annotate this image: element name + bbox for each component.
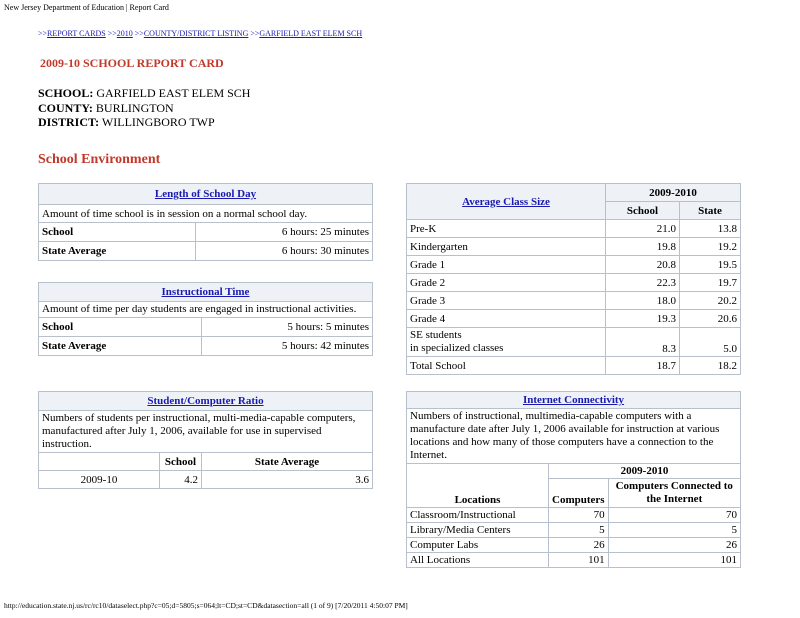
student-computer-ratio-table	[38, 391, 373, 489]
length-of-day-link[interactable]: Length of School Day	[154, 188, 257, 200]
table-row: Classroom/Instructional 70 70	[407, 508, 741, 523]
section-title: School Environment	[38, 152, 161, 167]
breadcrumb-county-district-listing[interactable]: COUNTY/DISTRICT LISTING	[143, 29, 249, 38]
class-size-year: 2009-2010	[606, 184, 741, 202]
table-row: Computer Labs 26 26	[407, 538, 741, 553]
table-row: Grade 3 18.0 20.2	[407, 292, 741, 310]
district-name: WILLINGBORO TWP	[101, 115, 215, 129]
row-label: School	[39, 223, 196, 242]
column-header-state-average: State Average	[202, 453, 373, 471]
row-label: School	[39, 318, 202, 337]
county-name: BURLINGTON	[95, 100, 174, 115]
internet-connectivity-link[interactable]: Internet Connectivity	[522, 394, 625, 406]
ratio-year: 2009-10	[39, 471, 160, 489]
table-row: Library/Media Centers 5 5	[407, 523, 741, 538]
column-header-state: State	[680, 202, 741, 220]
column-header-computers: Computers	[549, 479, 609, 508]
table-row: Grade 1 20.8 19.5	[407, 256, 741, 274]
row-value: 6 hours: 30 minutes	[196, 242, 373, 261]
breadcrumb-school[interactable]: GARFIELD EAST ELEM SCH	[259, 29, 363, 38]
row-value: 5 hours: 42 minutes	[202, 337, 373, 356]
table-row: Grade 2 22.3 19.7	[407, 274, 741, 292]
internet-connectivity-table	[406, 391, 741, 568]
table-row: All Locations 101 101	[407, 553, 741, 568]
column-header-school: School	[606, 202, 680, 220]
school-name: GARFIELD EAST ELEM SCH	[96, 86, 251, 100]
column-header-locations: Locations	[407, 464, 549, 508]
page-footer-url: http://education.state.nj.us/rc/rc10/dataselect.php?c=05;d=5805;s=064;lt=CD;st=CD&datasection=all (1 of 9) [7/20/2011 4:50:07 PM]	[4, 601, 408, 610]
page-header: New Jersey Department of Education | Report Card	[4, 3, 169, 12]
column-header-school: School	[160, 453, 202, 471]
student-computer-ratio-description: Numbers of students per instructional, multi-media-capable computers, manufactured after July 1, 2006, available for use in supervised instruction.	[39, 411, 373, 453]
row-label: State Average	[39, 337, 202, 356]
row-label: State Average	[39, 242, 196, 261]
column-header-connected: Computers Connected to the Internet	[608, 479, 740, 508]
breadcrumb-report-cards[interactable]: REPORT CARDS	[47, 29, 106, 38]
table-row: SE students in specialized classes 8.3 5.0	[407, 328, 741, 357]
ratio-state: 3.6	[202, 471, 373, 489]
instructional-time-description: Amount of time per day students are engaged in instructional activities.	[39, 302, 373, 318]
school-info: SCHOOL: GARFIELD EAST ELEM SCH COUNTY: BURLINGTON DISTRICT: WILLINGBORO TWP	[38, 86, 251, 129]
ratio-school: 4.2	[160, 471, 202, 489]
breadcrumb-2010[interactable]: 2010	[116, 29, 133, 38]
class-size-link[interactable]: Average Class Size	[462, 195, 550, 208]
length-of-day-table	[38, 183, 373, 261]
instructional-time-table	[38, 282, 373, 356]
class-size-table	[406, 183, 741, 375]
table-row: Total School 18.7 18.2	[407, 357, 741, 375]
breadcrumb: >>REPORT CARDS >>2010 >>COUNTY/DISTRICT LISTING >>GARFIELD EAST ELEM SCH	[38, 29, 363, 38]
length-of-day-description: Amount of time school is in session on a normal school day.	[39, 205, 373, 223]
table-row: Grade 4 19.3 20.6	[407, 310, 741, 328]
student-computer-ratio-link[interactable]: Student/Computer Ratio	[147, 395, 264, 407]
row-value: 5 hours: 5 minutes	[202, 318, 373, 337]
instructional-time-link[interactable]: Instructional Time	[161, 286, 250, 298]
row-value: 6 hours: 25 minutes	[196, 223, 373, 242]
internet-year: 2009-2010	[549, 464, 741, 479]
table-row: Kindergarten 19.8 19.2	[407, 238, 741, 256]
report-title: 2009-10 SCHOOL REPORT CARD	[40, 56, 224, 70]
internet-description: Numbers of instructional, multimedia-capable computers with a manufacture date after July 1, 2006 available for instruction at various locations and how many of those computers have a connection to the Internet.	[407, 409, 741, 464]
table-row: Pre-K 21.0 13.8	[407, 220, 741, 238]
